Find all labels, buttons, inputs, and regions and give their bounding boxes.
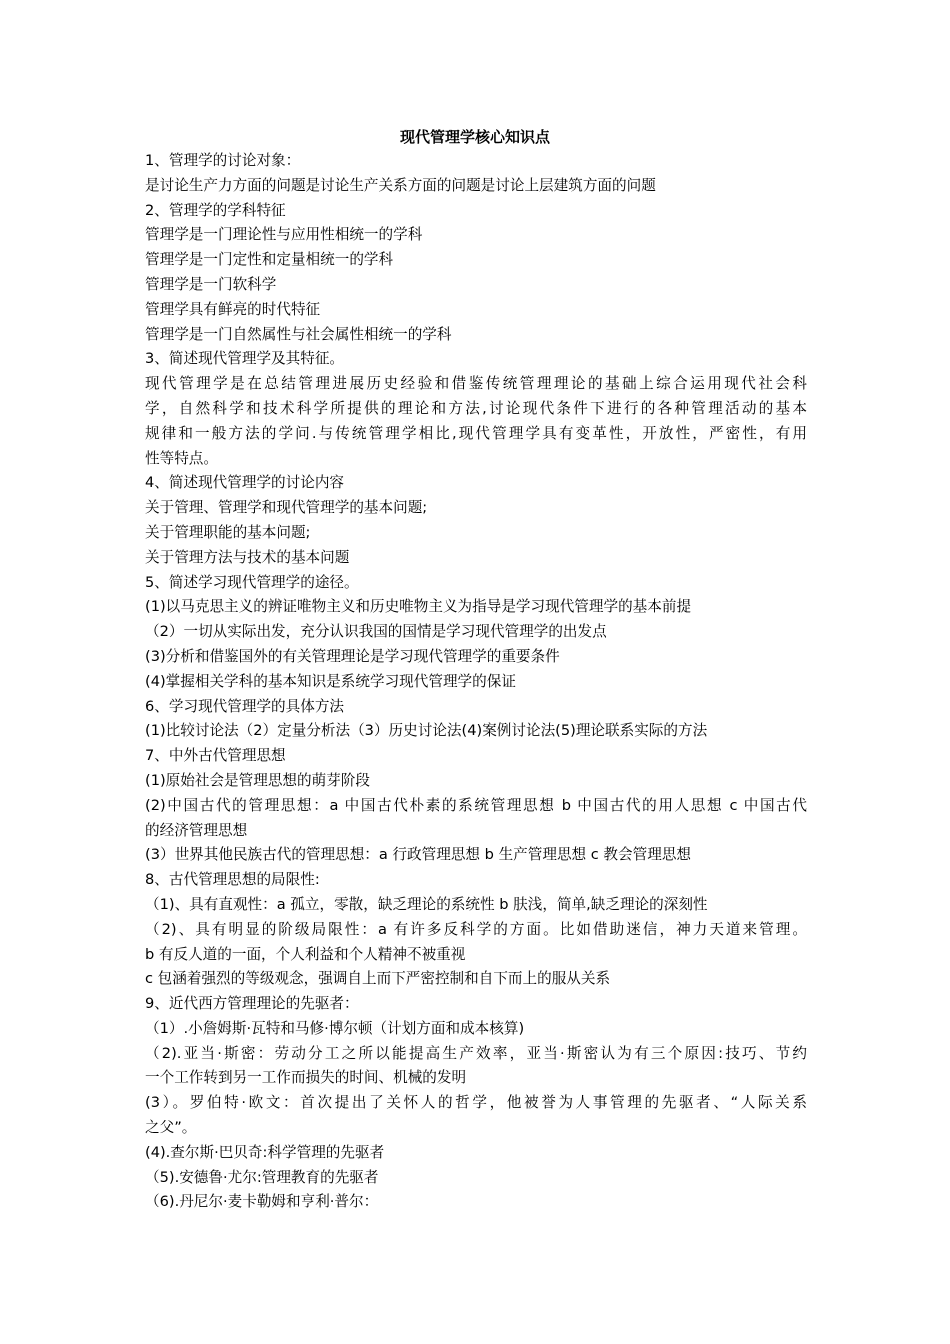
text-line: （5).安德鲁·尤尔:管理教育的先驱者: [145, 1168, 379, 1186]
text-line: 性等特点。: [145, 449, 218, 467]
text-line: （1)、具有直观性：a 孤立，零散，缺乏理论的系统性 b 肤浅，简单,缺乏理论的深刻性: [145, 895, 708, 913]
text-line: 管理学是一门理论性与应用性相统一的学科: [145, 226, 423, 244]
text-line: b 有反人道的一面，个人利益和个人精神不被重视: [145, 945, 466, 963]
text-line: 9、近代西方管理理论的先驱者：: [145, 995, 359, 1013]
text-line: 的经济管理思想: [145, 821, 248, 839]
text-line: 关于管理职能的基本问题;: [145, 523, 311, 541]
text-line: (4)掌握相关学科的基本知识是系统学习现代管理学的保证: [145, 672, 516, 690]
text-line: (1)以马克思主义的辨证唯物主义和历史唯物主义为指导是学习现代管理学的基本前提: [145, 598, 692, 616]
text-line: 8、古代管理思想的局限性:: [145, 871, 320, 889]
text-line: 之父”。: [145, 1119, 197, 1137]
text-line: （2）一切从实际出发，充分认识我国的国情是学习现代管理学的出发点: [145, 623, 607, 641]
document-body: [145, 149, 807, 1215]
text-line: 管理学是一门软科学: [145, 275, 277, 293]
text-line: 3、简述现代管理学及其特征。: [145, 350, 345, 368]
text-line: 4、简述现代管理学的讨论内容: [145, 474, 345, 492]
text-line: 现代管理学是在总结管理进展历史经验和借鉴传统管理理论的基础上综合运用现代社会科: [145, 375, 807, 393]
text-line: （6).丹尼尔·麦卡勒姆和亨利·普尔：: [145, 1193, 379, 1211]
text-line: 学，自然科学和技术科学所提供的理论和方法,讨论现代条件下进行的各种管理活动的基本: [145, 399, 807, 417]
text-line: 规律和一般方法的学问.与传统管理学相比,现代管理学具有变革性，开放性，严密性，有用: [145, 424, 807, 442]
text-line: 6、学习现代管理学的具体方法: [145, 697, 345, 715]
text-line: (1)原始社会是管理思想的萌芽阶段: [145, 771, 370, 789]
document-title: 现代管理学核心知识点: [399, 128, 550, 146]
text-line: c 包涵着强烈的等级观念，强调自上而下严密控制和自下而上的服从关系: [145, 970, 611, 988]
text-line: 关于管理方法与技术的基本问题: [145, 548, 350, 566]
text-line: 一个工作转到另一工作而损失的时间、机械的发明: [145, 1069, 467, 1087]
text-line: 管理学是一门自然属性与社会属性相统一的学科: [145, 325, 452, 343]
text-line: 5、简述学习现代管理学的途径。: [145, 573, 359, 591]
text-line: (3）。罗伯特·欧文：首次提出了关怀人的哲学，他被誉为人事管理的先驱者、“人际关系: [145, 1094, 807, 1112]
text-line: (1)比较讨论法（2）定量分析法（3）历史讨论法(4)案例讨论法(5)理论联系实际的方法: [145, 722, 708, 740]
text-line: 是讨论生产力方面的问题是讨论生产关系方面的问题是讨论上层建筑方面的问题: [145, 176, 656, 194]
text-line: (2)中国古代的管理思想：a 中国古代朴素的系统管理思想 b 中国古代的用人思想 c 中国古代: [145, 796, 807, 814]
text-line: 管理学具有鲜亮的时代特征: [145, 300, 321, 318]
text-line: (3）世界其他民族古代的管理思想：a 行政管理思想 b 生产管理思想 c 教会管理思想: [145, 846, 692, 864]
text-line: （1）.小詹姆斯·瓦特和马修·博尔顿（计划方面和成本核算): [145, 1019, 525, 1037]
text-line: 7、中外古代管理思想: [145, 747, 286, 765]
text-line: (3)分析和借鉴国外的有关管理理论是学习现代管理学的重要条件: [145, 647, 560, 665]
text-line: （2).亚当·斯密：劳动分工之所以能提高生产效率，亚当·斯密认为有三个原因:技巧、节约: [145, 1044, 807, 1062]
text-line: 2、管理学的学科特征: [145, 201, 286, 219]
text-line: (4).查尔斯·巴贝奇:科学管理的先驱者: [145, 1143, 385, 1161]
text-line: 管理学是一门定性和定量相统一的学科: [145, 251, 394, 269]
text-line: 1、管理学的讨论对象：: [145, 152, 301, 169]
text-line: 关于管理、管理学和现代管理学的基本问题;: [145, 499, 428, 517]
text-line: （2)、具有明显的阶级局限性：a 有许多反科学的方面。比如借助迷信，神力天道来管理。: [145, 920, 807, 938]
